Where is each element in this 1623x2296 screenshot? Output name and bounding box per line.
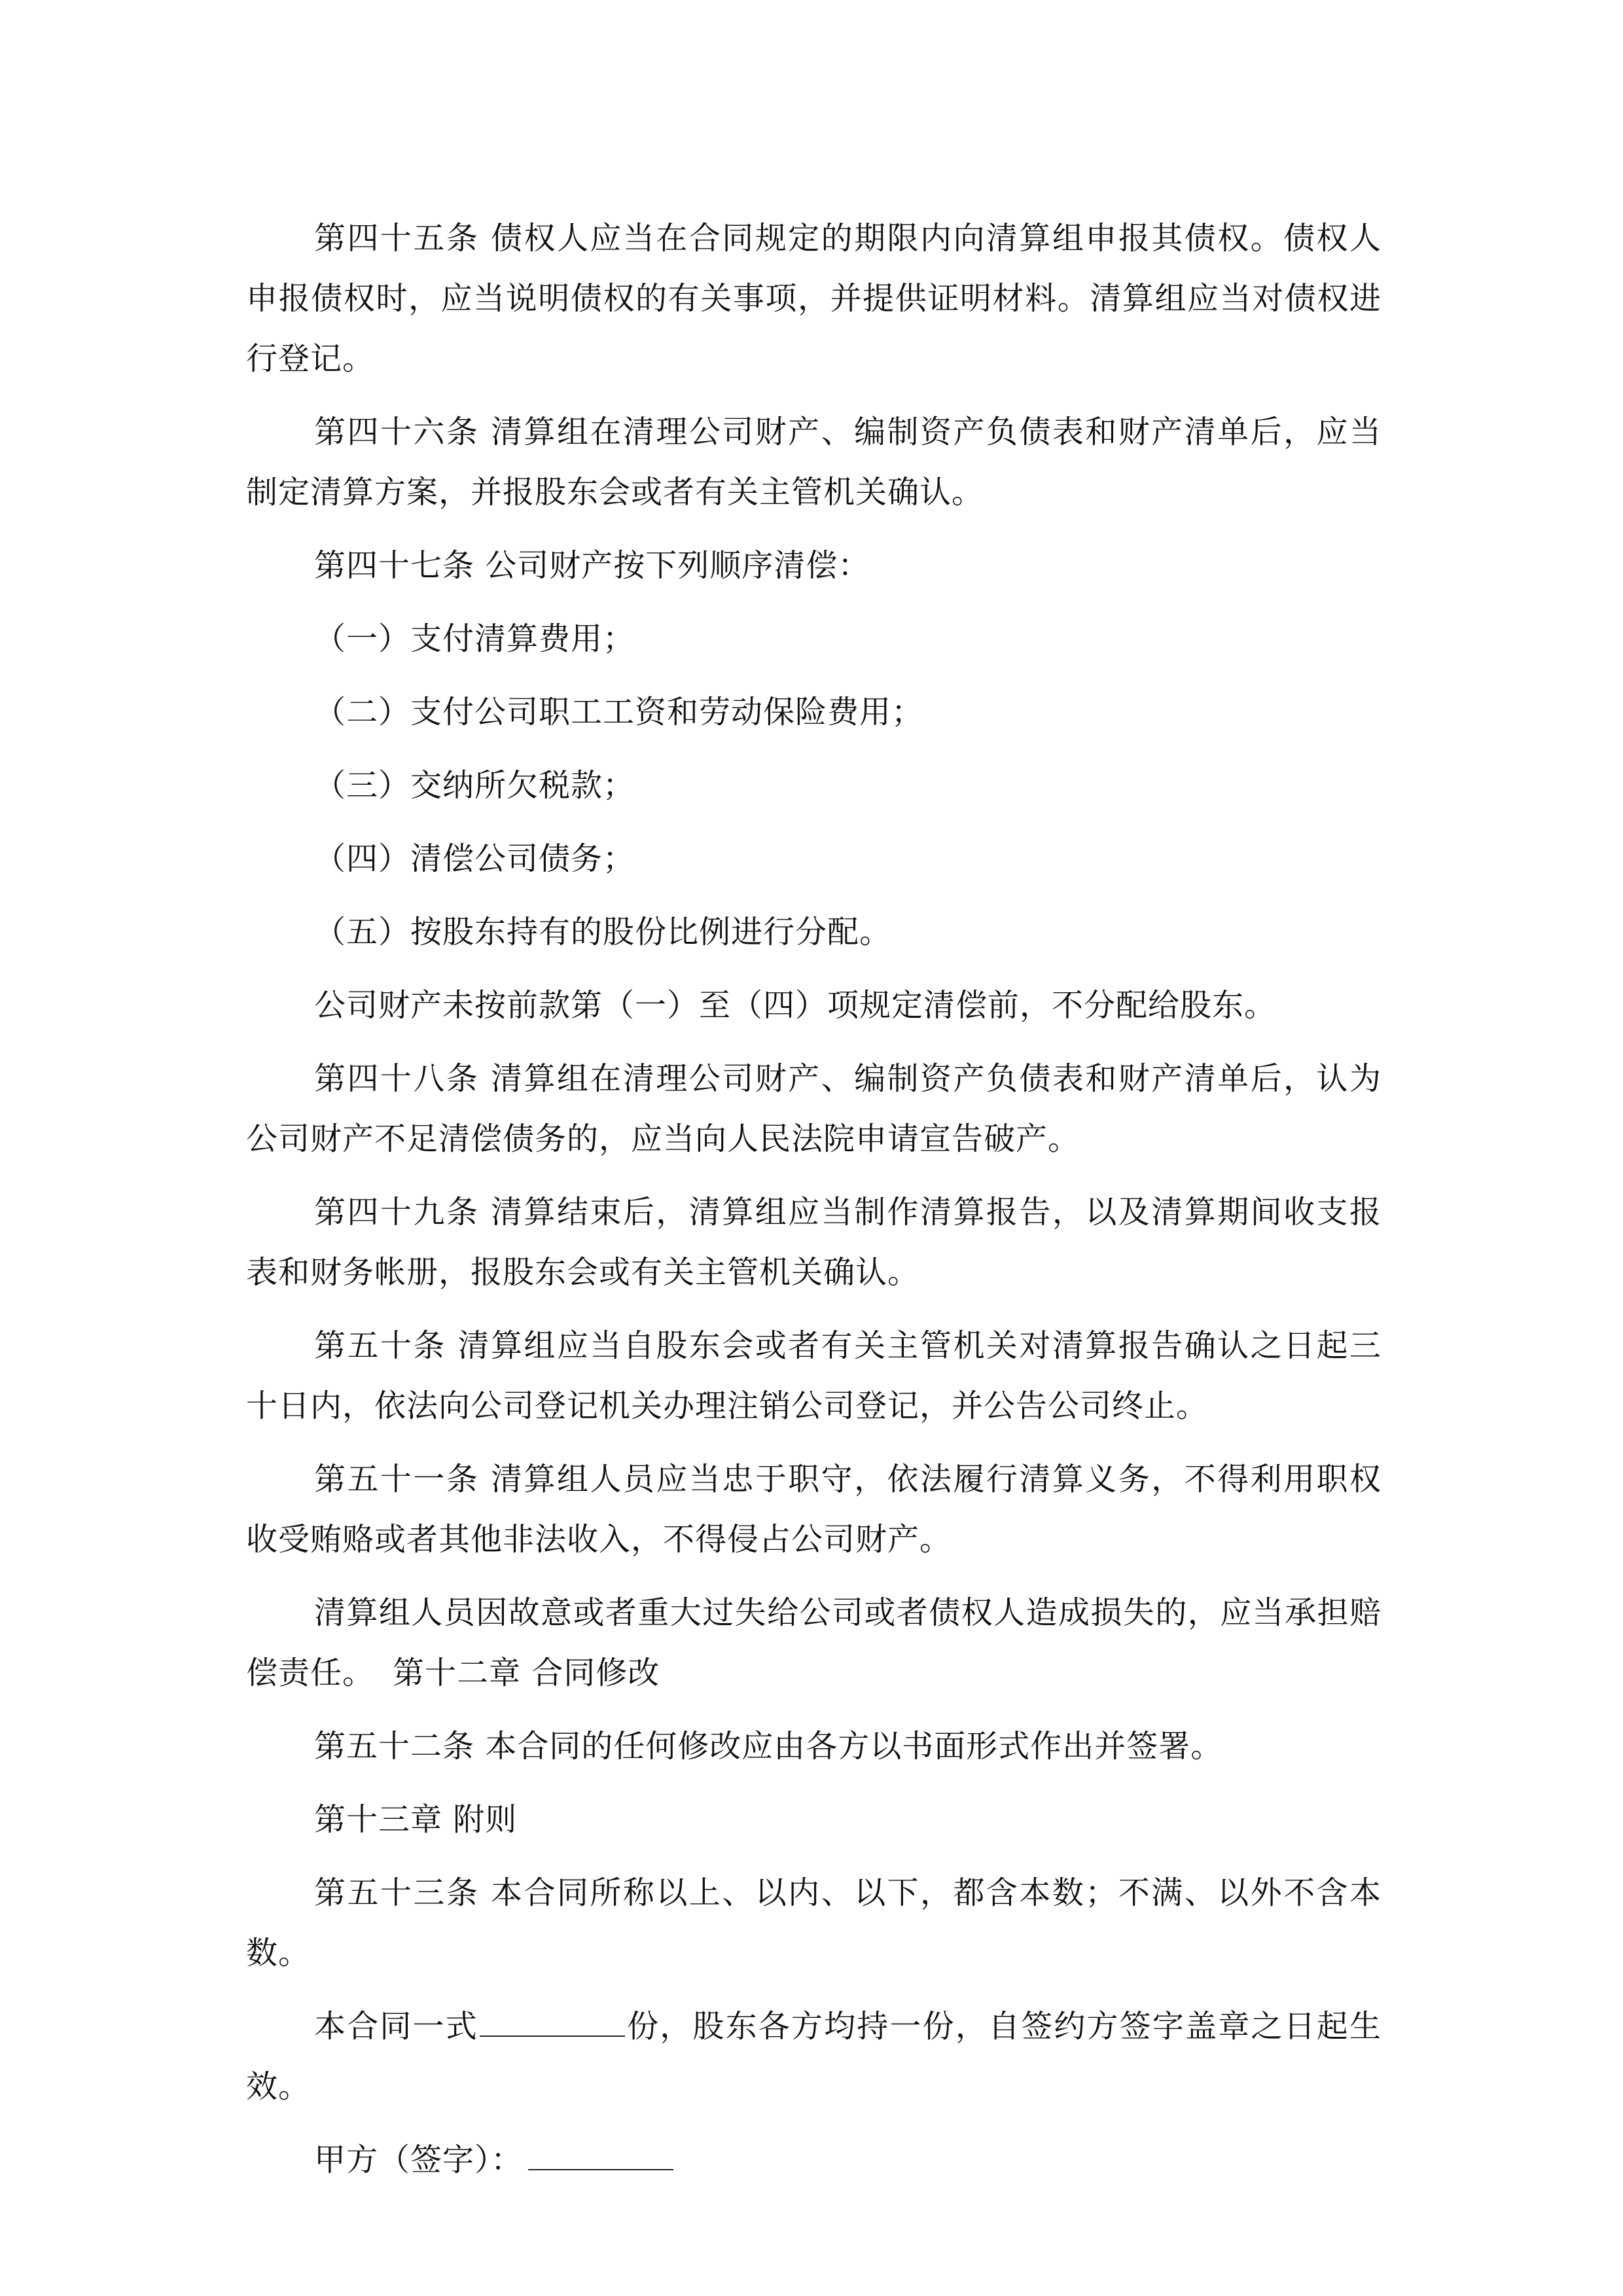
copies-paragraph [246,1996,1382,2117]
article-50: 第五十条 清算组应当自股东会或者有关主管机关对清算报告确认之日起三十日内，依法向公司登记机关办理注销公司登记，并公告公司终止。 [246,1327,1382,1424]
article-53: 第五十三条 本合同所称以上、以内、以下，都含本数；不满、以外不含本数。 [246,1874,1382,1971]
copies-text-before: 本合同一式 [314,2008,478,2045]
article-46: 第四十六条 清算组在清理公司财产、编制资产负债表和财产清单后，应当制定清算方案，并报股东会或者有关主管机关确认。 [246,414,1382,511]
party-a-signature-line [246,2130,1382,2190]
list-item-5: （五）按股东持有的股份比例进行分配。 [314,914,892,950]
article-51: 第五十一条 清算组人员应当忠于职守，依法履行清算义务，不得利用职权收受贿赂或者其他非法收入，不得侵占公司财产。 [246,1461,1382,1558]
copies-count-blank[interactable] [480,1999,625,2037]
list-item-1: （一）支付清算费用； [314,620,635,657]
list-item-4: （四）清偿公司债务； [314,840,635,877]
article-47: 第四十七条 公司财产按下列顺序清偿： [314,547,870,584]
document-body [246,208,1382,2203]
copies-text-after: 份，股东各方均持一份，自签约方签字盖章之日起生效。 [246,2008,1382,2105]
party-a-signature-label: 甲方（签字）： [314,2142,524,2178]
article-49: 第四十九条 清算结束后，清算组应当制作清算报告，以及清算期间收支报表和财务帐册，报股东会或有关主管机关确认。 [246,1194,1382,1291]
distribution-note: 公司财产未按前款第（一）至（四）项规定清偿前，不分配给股东。 [314,987,1277,1024]
chapter-13-heading: 第十三章 附则 [314,1801,518,1838]
liability-paragraph [246,1583,1382,1703]
liability-text: 清算组人员因故意或者重大过失给公司或者债权人造成损失的，应当承担赔偿责任。 [246,1594,1382,1691]
list-item-2: （二）支付公司职工工资和劳动保险费用； [314,694,924,730]
chapter-12-heading: 第十二章 合同修改 [393,1655,660,1691]
article-45: 第四十五条 债权人应当在合同规定的期限内向清算组申报其债权。债权人申报债权时，应当说明债权的有关事项，并提供证明材料。清算组应当对债权进行登记。 [246,220,1382,377]
article-52: 第五十二条 本合同的任何修改应由各方以书面形式作出并签署。 [314,1728,1223,1765]
article-48: 第四十八条 清算组在清理公司财产、编制资产负债表和财产清单后，认为公司财产不足清偿债务的，应当向人民法院申请宣告破产。 [246,1060,1382,1157]
list-item-3: （三）交纳所欠税款； [314,767,635,804]
party-a-signature-blank[interactable] [528,2132,673,2170]
